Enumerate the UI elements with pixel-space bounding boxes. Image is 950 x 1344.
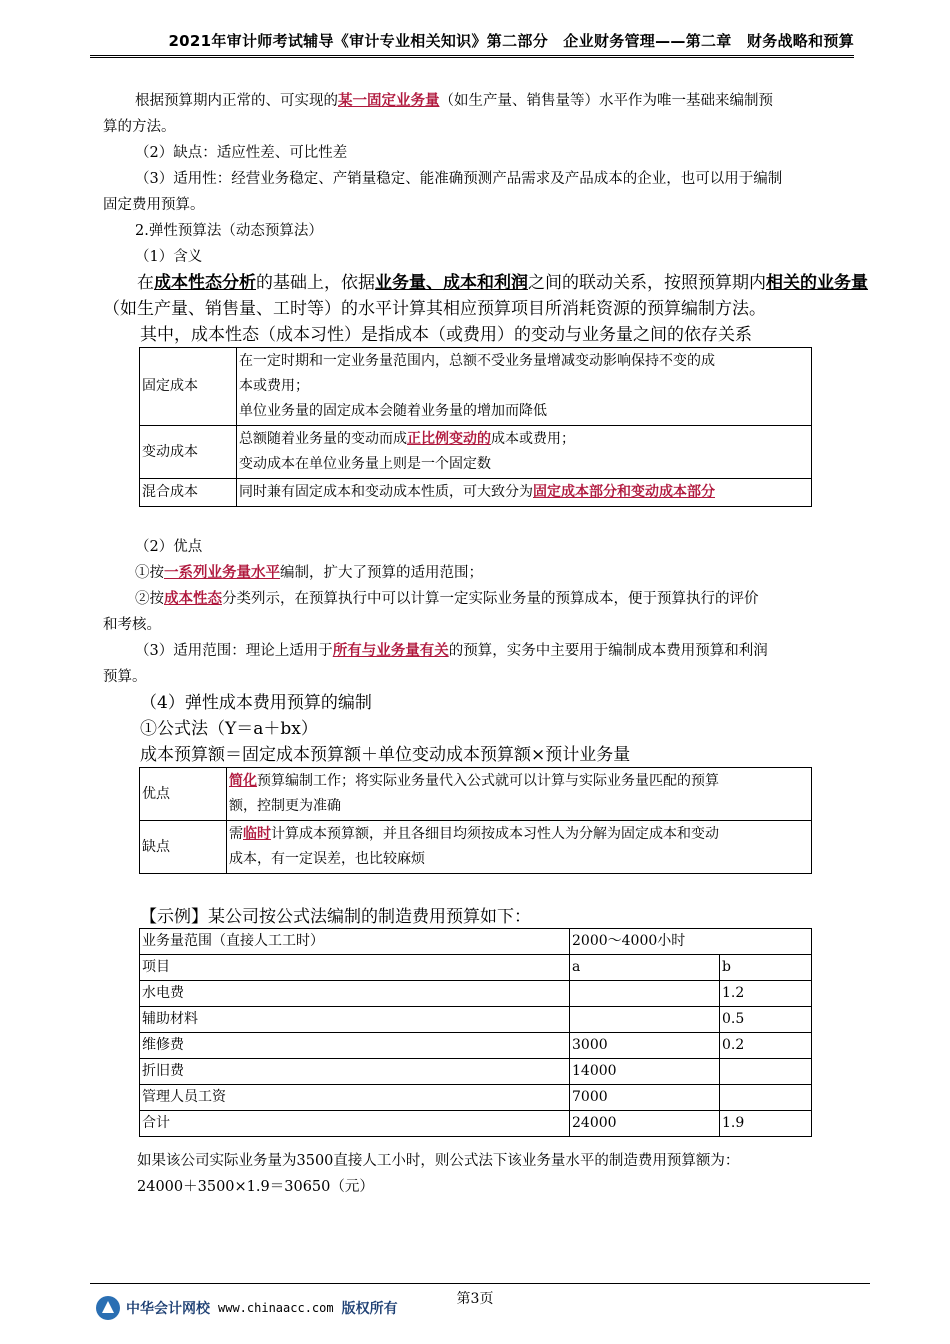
highlight-term: 成本性态 [164, 590, 222, 607]
cell-fixed-desc [237, 348, 812, 426]
text: 计算成本预算额，并且各细目均须按成本习性人为分解为固定成本和变动 [271, 826, 719, 842]
cell-b [720, 1085, 812, 1111]
line: 变动成本在单位业务量上则是一个固定数 [239, 456, 491, 472]
table-row [140, 1033, 812, 1059]
table-row [140, 1111, 812, 1137]
brand-url: www.chinaacc.com [218, 1301, 334, 1315]
para-applicability: （3）适用性：经营业务稳定、产销量稳定、能准确预测产品需求及产品成本的企业，也可以用于编制 [135, 171, 783, 187]
para-flexible-def [137, 270, 868, 296]
para-fixed-def-cont: 算的方法。 [103, 119, 176, 135]
table-row [140, 981, 812, 1007]
para-scope-cont: 预算。 [103, 669, 147, 685]
line: 在一定时期和一定业务量范围内，总额不受业务量增减变动影响保持不变的成 [239, 353, 715, 369]
line: 成本，有一定误差，也比较麻烦 [229, 851, 425, 867]
para-adv-2 [135, 586, 759, 612]
text: 分类列示，在预算执行中可以计算一定实际业务量的预算成本，便于预算执行的评价 [222, 591, 759, 607]
cell-a: 7000 [570, 1085, 720, 1111]
para-adv-1 [135, 560, 483, 586]
cell-var-desc [237, 426, 812, 479]
table-row [140, 929, 812, 955]
cell-var-label: 变动成本 [140, 426, 237, 479]
para-example-answer: 24000＋3500×1.9＝30650（元） [137, 1179, 374, 1195]
formula-method-table [139, 767, 812, 874]
cost-behavior-table [139, 347, 812, 507]
highlight-term: 一系列业务量水平 [164, 564, 280, 581]
text: 预算编制工作；将实际业务量代入公式就可以计算与实际业务量匹配的预算 [257, 773, 719, 789]
highlight-term: 简化 [229, 773, 257, 789]
footer-brand [96, 1296, 406, 1320]
text: 成本或费用； [491, 431, 575, 447]
para-adv-2-cont: 和考核。 [103, 617, 161, 633]
table-row [140, 426, 812, 479]
heading-meaning: （1）含义 [135, 249, 203, 265]
cell-b: 0.5 [720, 1007, 812, 1033]
cell-range-value: 2000～4000小时 [570, 929, 812, 955]
line: 本或费用； [239, 378, 309, 394]
cell-item: 折旧费 [140, 1059, 570, 1085]
para-drawbacks: （2）缺点：适应性差、可比性差 [135, 145, 348, 161]
line [239, 427, 809, 452]
text: （如生产量、销售量等）水平作为唯一基础来编制预 [439, 93, 773, 109]
cell-a: 14000 [570, 1059, 720, 1085]
example-title: 【示例】某公司按公式法编制的制造费用预算如下： [140, 907, 531, 927]
underline-term: 业务量、成本和利润 [375, 273, 528, 293]
line [229, 769, 809, 794]
cell-item: 辅助材料 [140, 1007, 570, 1033]
cell-dis-label: 缺点 [140, 821, 227, 874]
cell-col-item: 项目 [140, 955, 570, 981]
cell-item: 维修费 [140, 1033, 570, 1059]
table-row [140, 348, 812, 426]
text: （3）适用范围：理论上适用于 [135, 643, 333, 659]
para-cost-behavior: 其中，成本性态（成本习性）是指成本（或费用）的变动与业务量之间的依存关系 [140, 325, 752, 345]
cell-adv-label: 优点 [140, 768, 227, 821]
table-row [140, 955, 812, 981]
table-row [140, 1085, 812, 1111]
highlight-term: 某一固定业务量 [338, 92, 440, 109]
cell-col-b: b [720, 955, 812, 981]
text: ①按 [135, 565, 164, 581]
cell-a: 3000 [570, 1033, 720, 1059]
para-example-question: 如果该公司实际业务量为3500直接人工小时，则公式法下该业务量水平的制造费用预算额为： [137, 1153, 740, 1169]
line [229, 822, 809, 847]
underline-term: 相关的业务量 [766, 273, 868, 293]
cell-fixed-label: 固定成本 [140, 348, 237, 426]
cell-a [570, 981, 720, 1007]
text: 的预算，实务中主要用于编制成本费用预算和利润 [448, 643, 768, 659]
text: 编制，扩大了预算的适用范围； [280, 565, 483, 581]
table-row [140, 768, 812, 821]
heading-flexible-cost: （4）弹性成本费用预算的编制 [140, 693, 372, 713]
logo-icon [96, 1296, 120, 1320]
header-rule [90, 55, 854, 58]
cell-item: 管理人员工资 [140, 1085, 570, 1111]
table-row [140, 1007, 812, 1033]
text: 的基础上，依据 [256, 273, 375, 293]
brand-name: 中华会计网校 [126, 1301, 210, 1317]
cell-b: 1.2 [720, 981, 812, 1007]
cell-col-a: a [570, 955, 720, 981]
text: 需 [229, 826, 243, 842]
text: 在 [137, 273, 154, 293]
page-number: 第3页 [456, 1291, 494, 1307]
highlight-term: 固定成本部分和变动成本部分 [533, 484, 715, 500]
cell-b: 0.2 [720, 1033, 812, 1059]
cell-mix-label: 混合成本 [140, 479, 237, 507]
cell-range-label: 业务量范围（直接人工工时） [140, 929, 570, 955]
line: 额，控制更为准确 [229, 798, 341, 814]
para-formula: 成本预算额＝固定成本预算额＋单位变动成本预算额×预计业务量 [140, 745, 631, 765]
text: 总额随着业务量的变动而成 [239, 431, 407, 447]
highlight-term: 正比例变动的 [407, 431, 491, 447]
highlight-term: 临时 [243, 826, 271, 842]
line: 单位业务量的固定成本会随着业务量的增加而降低 [239, 403, 547, 419]
copyright-text: 版权所有 [341, 1301, 398, 1317]
highlight-term: 所有与业务量有关 [332, 642, 449, 659]
cell-b [720, 1059, 812, 1085]
cell-dis-desc [227, 821, 812, 874]
table-row [140, 1059, 812, 1085]
para-applicability-cont: 固定费用预算。 [103, 197, 205, 213]
cell-item: 水电费 [140, 981, 570, 1007]
heading-flexible-budget: 2.弹性预算法（动态预算法） [135, 223, 323, 239]
para-fixed-def [135, 88, 773, 114]
text: 同时兼有固定成本和变动成本性质，可大致分为 [239, 484, 533, 500]
para-scope [135, 638, 768, 664]
text: 之间的联动关系，按照预算期内 [528, 273, 766, 293]
table-row [140, 821, 812, 874]
cell-a: 24000 [570, 1111, 720, 1137]
cell-a [570, 1007, 720, 1033]
text: 根据预算期内正常的、可实现的 [135, 93, 338, 109]
para-flexible-def-cont: （如生产量、销售量、工时等）的水平计算其相应预算项目所消耗资源的预算编制方法。 [103, 299, 766, 319]
example-table [139, 928, 812, 1137]
cell-mix-desc [237, 479, 812, 507]
text: ②按 [135, 591, 164, 607]
cell-adv-desc [227, 768, 812, 821]
cell-item: 合计 [140, 1111, 570, 1137]
page-header: 2021年审计师考试辅导《审计专业相关知识》第二部分 企业财务管理——第二章 财务战略和预算 [168, 32, 854, 50]
underline-term: 成本性态分析 [154, 273, 256, 293]
heading-formula-method: ①公式法（Y＝a＋bx） [140, 719, 318, 739]
cell-b: 1.9 [720, 1111, 812, 1137]
footer-rule [90, 1283, 870, 1284]
heading-advantages: （2）优点 [135, 539, 203, 555]
table-row [140, 479, 812, 507]
